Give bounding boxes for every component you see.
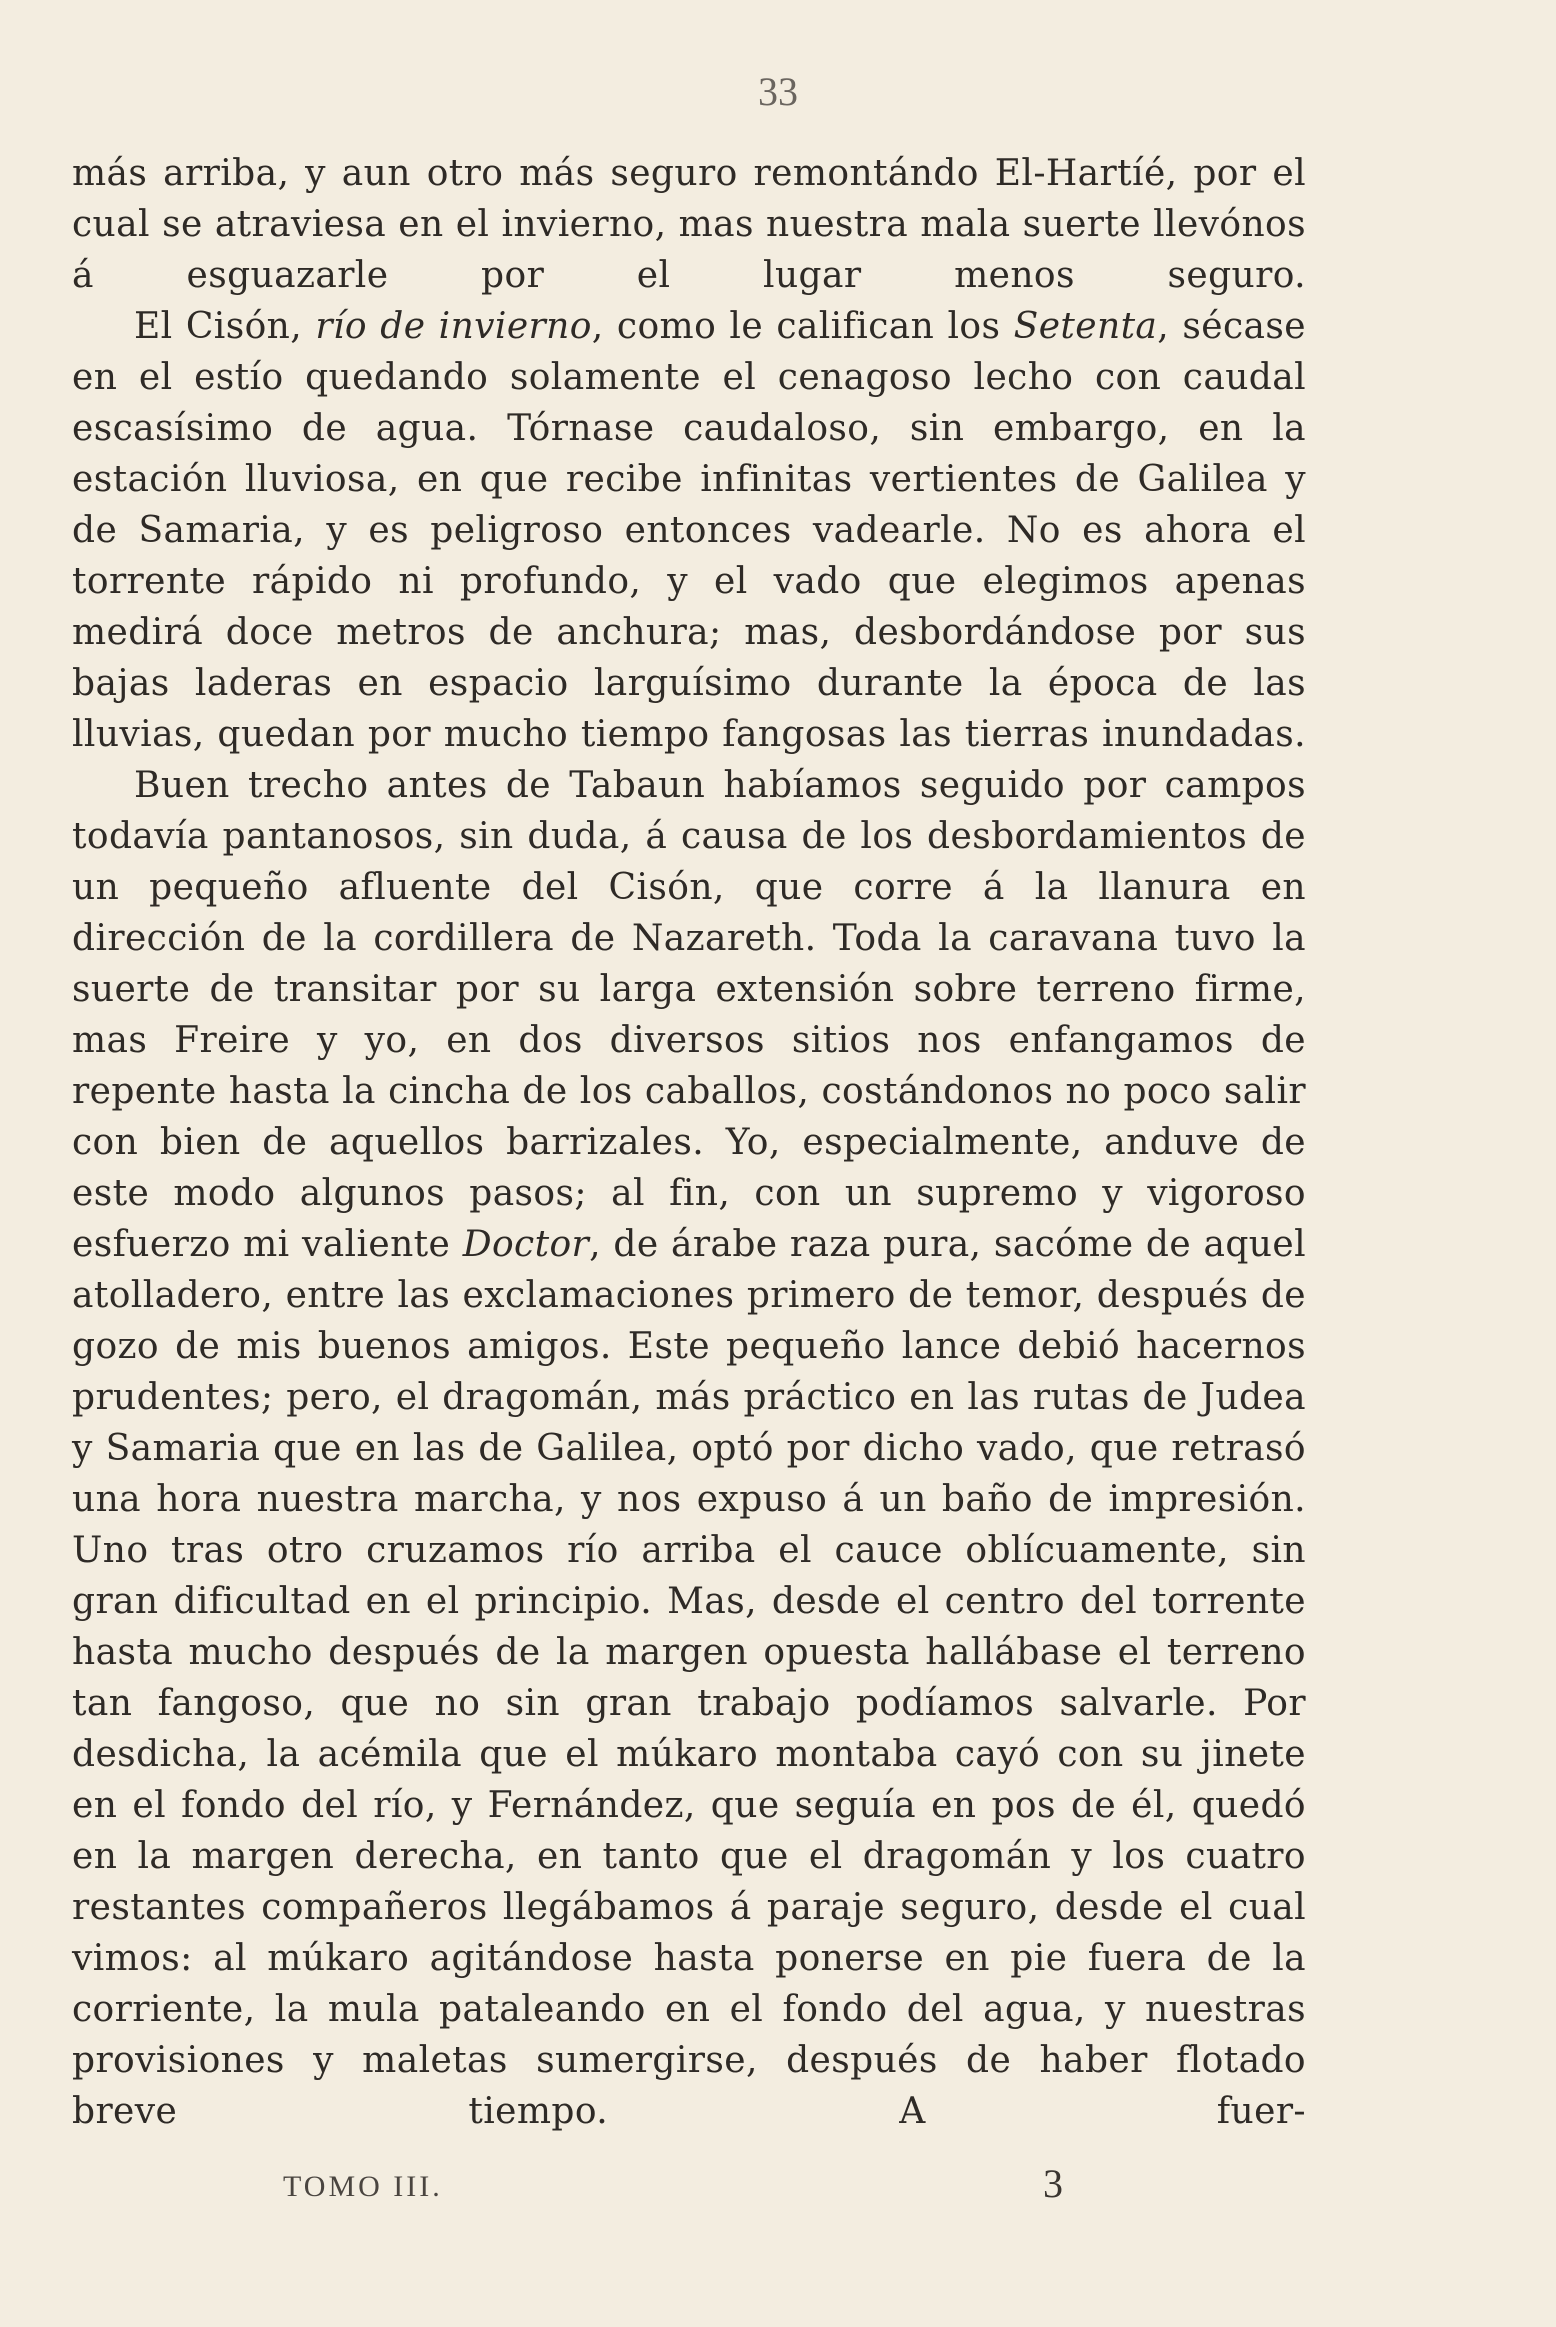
paragraph-2: [72, 301, 1306, 760]
paragraph-1: más arriba, y aun otro más seguro remontándo El-Hartíé, por el cual se atraviesa en el invierno, mas nuestra mala suerte llevónos á esguazarle por el lugar menos seguro.: [72, 153, 1306, 296]
volume-label: TOMO III.: [283, 2170, 443, 2203]
signature-mark: 3: [1043, 2161, 1063, 2206]
body-text: [72, 148, 1306, 2137]
page-footer: [0, 2161, 1556, 2220]
paragraph-2-part-2: , como le califican los: [591, 306, 1014, 347]
paragraph-3: [72, 760, 1306, 2137]
paragraph-3-part-2: , de árabe raza pura, sacóme de aquel atolladero, entre las exclamaciones primero de temor, después de gozo de mis buenos amigos. Este pequeño lance debió hacernos prudentes; pero, el dragomán, más práctico en las rutas de Judea y Samaria que en las de Galilea, optó por dicho vado, que retrasó una hora nuestra marcha, y nos expuso á un baño de impresión. Uno tras otro cruzamos río arriba el cauce oblícuamente, sin gran dificultad en el principio. Mas, desde el centro del torrente hasta mucho después de la margen opuesta hallábase el terreno tan fangoso, que no sin gran trabajo podíamos salvarle. Por desdicha, la acémila que el múkaro montaba cayó con su jinete en el fondo del río, y Fernández, que seguía en pos de él, quedó en la margen derecha, en tanto que el dragomán y los cuatro restantes compañeros llegábamos á paraje seguro, desde el cual vimos: al múkaro agitándose hasta ponerse en pie fuera de la corriente, la mula pataleando en el fondo del agua, y nuestras provisiones y maletas sumergirse, después de haber flotado breve tiempo. A fuer-: [72, 1224, 1306, 2132]
paragraph-2-part-1: El Cisón,: [134, 306, 316, 347]
paragraph-2-italic-rio-de-invierno: río de invierno: [315, 306, 592, 347]
paragraph-3-part-1: Buen trecho antes de Tabaun habíamos seguido por campos todavía pantanosos, sin duda, á causa de los desbordamientos de un pequeño afluente del Cisón, que corre á la llanura en dirección de la cordillera de Nazareth. Toda la caravana tuvo la suerte de transitar por su larga extensión sobre terreno firme, mas Freire y yo, en dos diversos sitios nos enfangamos de repente hasta la cincha de los caballos, costándonos no poco salir con bien de aquellos barrizales. Yo, especialmente, anduve de este modo algunos pasos; al fin, con un supremo y vigoroso esfuerzo mi valiente: [72, 765, 1306, 1265]
paragraph-2-part-3: , sécase en el estío quedando solamente el cenagoso lecho con caudal escasísimo de agua. Tórnase caudaloso, sin embargo, en la estación lluviosa, en que recibe infinitas vertientes de Galilea y de Samaria, y es peligroso entonces vadearle. No es ahora el torrente rápido ni profundo, y el vado que elegimos apenas medirá doce metros de anchura; mas, desbordándose por sus bajas laderas en espacio larguísimo durante la época de las lluvias, quedan por mucho tiempo fangosas las tierras inundadas.: [72, 306, 1306, 755]
paragraph-3-italic-doctor: Doctor: [462, 1224, 590, 1265]
page-number: 33: [758, 69, 798, 114]
paragraph-2-italic-setenta: Setenta: [1013, 306, 1158, 347]
